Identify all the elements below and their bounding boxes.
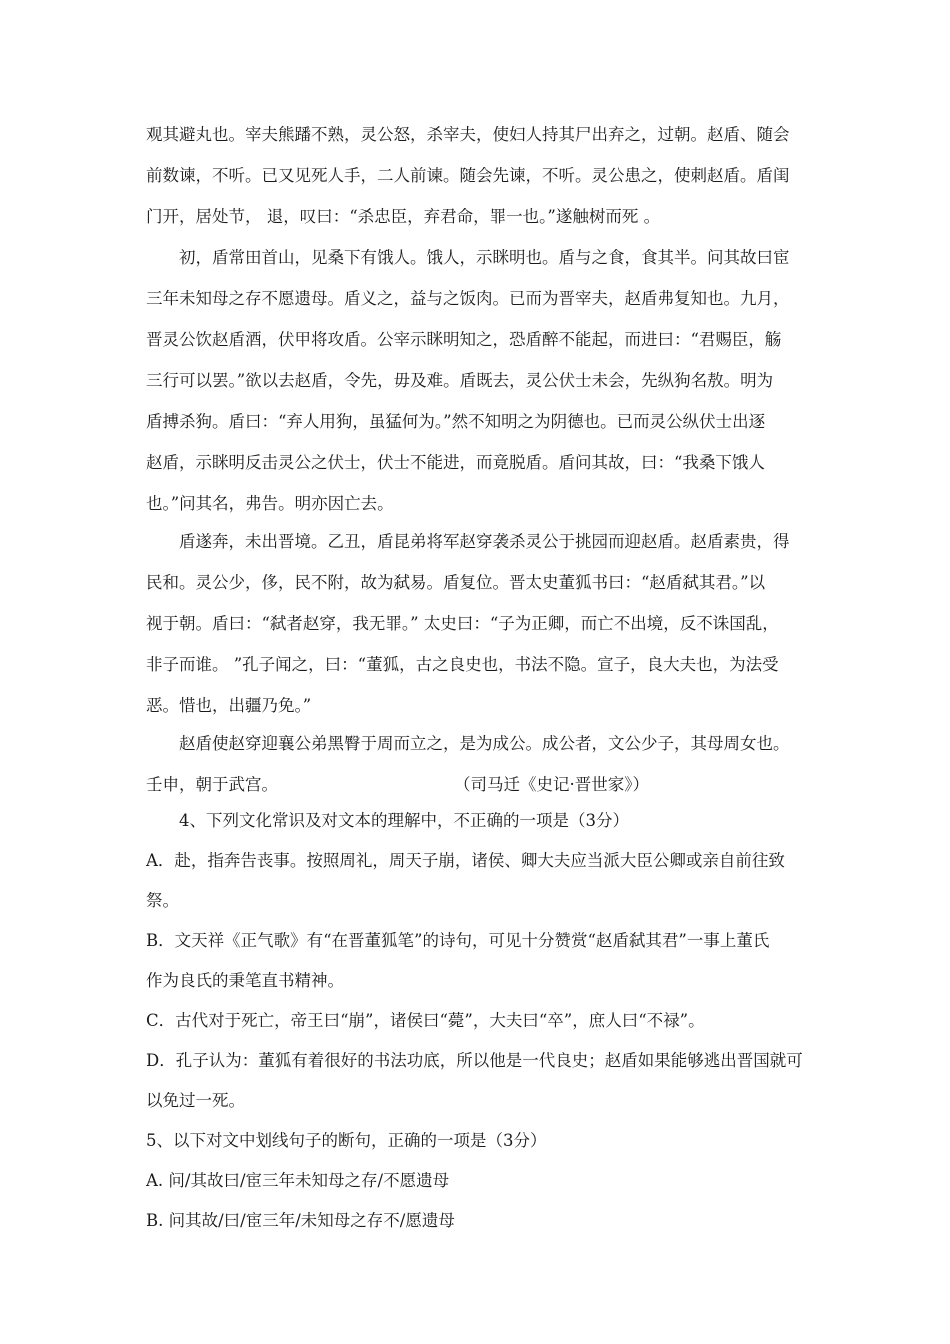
question-5-option-a: A. 问/其故曰/宦三年未知母之存/不愿遗母 (146, 1171, 450, 1190)
passage-paragraph-start: 赵盾使赵穿迎襄公弟黑臀于周而立之，是为成公。成公者，文公少子，其母周女也。 (179, 734, 790, 753)
question-4-option-b-cont: 作为良氏的秉笔直书精神。 (146, 971, 344, 990)
passage-line: 晋灵公饮赵盾酒，伏甲将攻盾。公宰示眯明知之，恐盾醉不能起，而进曰：“君赐臣，觞 (146, 330, 782, 349)
question-4-option-a: A．赴，指奔告丧事。按照周礼，周天子崩，诸侯、卿大夫应当派大臣公卿或亲自前往致 (146, 851, 785, 870)
question-4-option-d: D．孔子认为：董狐有着很好的书法功底，所以他是一代良史；赵盾如果能够逃出晋国就可 (146, 1051, 803, 1070)
passage-line: 赵盾，示眯明反击灵公之伏士，伏士不能进，而竟脱盾。盾问其故，曰：“我桑下饿人 (146, 453, 765, 472)
passage-source: （司马迁《史记·晋世家》） (454, 775, 649, 794)
passage-line: 非子而谁。 ”孔子闻之，曰：“董狐，古之良史也，书法不隐。宣子，良大夫也，为法受 (146, 655, 779, 674)
passage-line: 三年未知母之存不愿遗母。盾义之，益与之饭肉。已而为晋宰夫，赵盾弗复知也。九月， (146, 289, 790, 308)
passage-line: 盾搏杀狗。盾曰：“弃人用狗，虽猛何为。”然不知明之为阴德也。已而灵公纵伏士出逐 (146, 412, 766, 431)
passage-line: 民和。灵公少，侈，民不附，故为弑易。盾复位。晋太史董狐书曰：“赵盾弑其君。”以 (146, 573, 766, 592)
passage-line: 也。”问其名，弗告。明亦因亡去。 (146, 494, 394, 513)
question-4-option-b: B．文天祥《正气歌》有“在晋董狐笔”的诗句，可见十分赞赏“赵盾弑其君”一事上董氏 (146, 931, 770, 950)
passage-line: 恶。惜也，出疆乃免。” (146, 696, 312, 715)
question-5-stem: 5、以下对文中划线句子的断句，正确的一项是（3分） (146, 1131, 547, 1150)
passage-paragraph-start: 盾遂奔，未出晋境。乙丑，盾昆弟将军赵穿袭杀灵公于挑园而迎赵盾。赵盾素贵，得 (179, 532, 790, 551)
question-5-option-b: B. 问其故/曰/宦三年/未知母之存不/愿遗母 (146, 1211, 455, 1230)
passage-paragraph-start: 初，盾常田首山，见桑下有饿人。饿人，示眯明也。盾与之食，食其半。问其故曰宦 (179, 248, 790, 267)
passage-line: 门开，居处节， 退，叹曰：“杀忠臣，弃君命，罪一也。”遂触树而死 。 (146, 207, 661, 226)
question-4-stem: 4、下列文化常识及对文本的理解中，不正确的一项是（3分） (179, 811, 629, 830)
question-4-option-c: C．古代对于死亡，帝王曰“崩”，诸侯曰“薨”，大夫曰“卒”，庶人曰“不禄”。 (146, 1011, 705, 1030)
passage-line: 壬申，朝于武宫。 (146, 775, 278, 794)
passage-line: 三行可以罢。”欲以去赵盾，令先，毋及难。盾既去，灵公伏士未会，先纵狗名敖。明为 (146, 371, 774, 390)
passage-line: 观其避丸也。宰夫熊蹯不熟，灵公怒，杀宰夫，使妇人持其尸出弃之，过朝。赵盾、随会 (146, 125, 790, 144)
question-4-option-a-cont: 祭。 (146, 891, 179, 910)
passage-line: 前数谏，不听。已又见死人手，二人前谏。随会先谏，不听。灵公患之，使刺赵盾。盾闺 (146, 166, 790, 185)
question-4-option-d-cont: 以免过一死。 (146, 1091, 245, 1110)
passage-line: 视于朝。盾曰：“弑者赵穿，我无罪。” 太史曰：“子为正卿，而亡不出境，反不诛国乱， (146, 614, 779, 633)
